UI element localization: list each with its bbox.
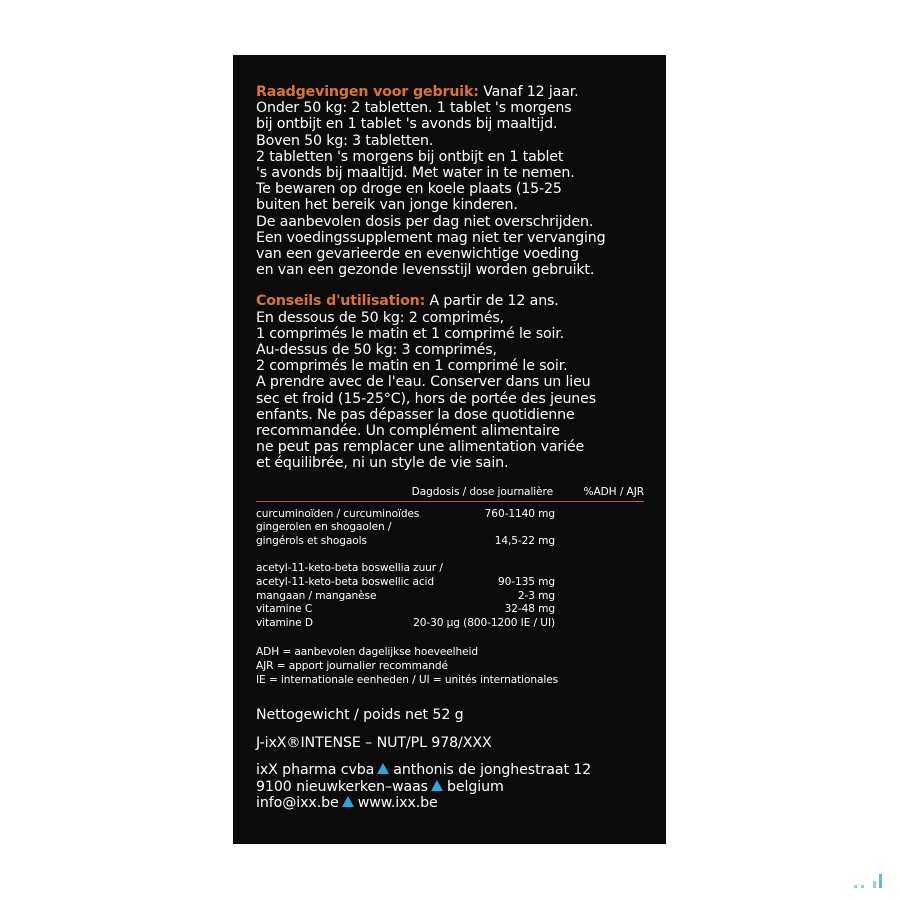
table-row <box>256 562 644 576</box>
dutch-usage-line: en van een gezonde levensstijl worden gebruikt. <box>256 262 595 279</box>
legend-line: AJR = apport journalier recommandé <box>256 660 448 673</box>
dutch-usage-line: van een gevarieerde en evenwichtige voeding <box>256 246 579 263</box>
abbreviation-legend <box>256 646 644 687</box>
dutch-usage-line: Onder 50 kg: 2 tabletten. 1 tablet 's morgens <box>256 100 572 117</box>
ingredient-name: curcuminoïden / curcuminoïdes <box>256 507 420 520</box>
ingredient-dose: 2-3 mg <box>517 589 555 602</box>
dutch-usage-heading: Raadgevingen voor gebruik: <box>256 84 479 100</box>
product-label-panel <box>233 55 666 844</box>
ingredient-name: gingérols et shogaols <box>256 534 367 547</box>
ingredient-name: acetyl-11-keto-beta boswellia zuur / <box>256 562 443 575</box>
dutch-usage-line: Een voedingssupplement mag niet ter vervanging <box>256 229 606 246</box>
french-usage-section <box>256 293 644 471</box>
ingredient-name: mangaan / manganèse <box>256 589 377 602</box>
ingredient-dose: 760-1140 mg <box>484 507 555 520</box>
dutch-usage-line: Boven 50 kg: 3 tabletten. <box>256 132 434 149</box>
nutrition-table-header <box>256 486 644 502</box>
address-line-2 <box>256 779 644 796</box>
table-row <box>256 617 644 631</box>
french-usage-line: Au-dessus de 50 kg: 3 comprimés, <box>256 342 497 359</box>
triangle-icon <box>377 763 389 774</box>
dutch-first-line <box>256 84 644 100</box>
daily-dose-column-header: Dagdosis / dose journalière <box>411 485 553 498</box>
dutch-usage-line: De aanbevolen dosis per dag niet overschrijden. <box>256 213 594 230</box>
ingredient-name: gingerolen en shogaolen / <box>256 521 392 534</box>
french-usage-line: En dessous de 50 kg: 2 comprimés, <box>256 309 504 326</box>
dutch-usage-line: 's avonds bij maaltijd. Met water in te nemen. <box>256 165 575 182</box>
table-row <box>256 508 644 522</box>
triangle-icon <box>342 796 354 807</box>
table-row <box>256 590 644 604</box>
french-usage-line: A prendre avec de l'eau. Conserver dans un lieu <box>256 374 591 391</box>
dutch-usage-line: buiten het bereik van jonge kinderen. <box>256 197 518 214</box>
dutch-usage-line: Te bewaren op droge en koele plaats (15-25 <box>256 181 562 198</box>
table-row <box>256 535 644 549</box>
french-age-text: A partir de 12 ans. <box>425 293 559 310</box>
dutch-usage-line: 2 tabletten 's morgens bij ontbijt en 1 tablet <box>256 148 564 165</box>
dutch-age-text: Vanaf 12 jaar. <box>478 84 579 100</box>
address-line-1 <box>256 762 644 779</box>
triangle-icon <box>431 780 443 791</box>
ingredient-dose: 14,5-22 mg <box>494 534 555 547</box>
table-row <box>256 576 644 590</box>
product-code: J-ixX®INTENSE – NUT/PL 978/XXX <box>256 734 492 751</box>
street-address: anthonis de jonghestraat 12 <box>393 762 592 779</box>
company-name: ixX pharma cvba <box>256 762 375 779</box>
french-usage-line: recommandée. Un complément alimentaire <box>256 423 560 440</box>
dutch-usage-section <box>256 84 644 278</box>
dutch-usage-line: bij ontbijt en 1 tablet 's avonds bij maaltijd. <box>256 116 558 133</box>
address-line-3 <box>256 795 644 812</box>
french-usage-heading: Conseils d'utilisation: <box>256 293 426 310</box>
table-row <box>256 521 644 535</box>
email: info@ixx.be <box>256 795 339 812</box>
legend-line: IE = internationale eenheden / UI = unités internationales <box>256 673 559 686</box>
ingredient-dose: 32-48 mg <box>504 603 555 616</box>
table-row <box>256 603 644 617</box>
watermark-logo-icon <box>853 873 893 891</box>
label-footer <box>256 707 644 812</box>
nutrition-table <box>256 486 644 631</box>
french-usage-line: ne peut pas remplacer une alimentation variée <box>256 439 585 456</box>
ingredient-dose: 90-135 mg <box>497 576 555 589</box>
net-weight: Nettogewicht / poids net 52 g <box>256 707 464 724</box>
french-usage-line: et équilibrée, ni un style de vie sain. <box>256 455 509 472</box>
french-usage-line: 1 comprimés le matin et 1 comprimé le soir. <box>256 325 565 342</box>
ingredient-name: vitamine D <box>256 616 313 629</box>
ingredient-name: vitamine C <box>256 603 313 616</box>
french-usage-line: enfants. Ne pas dépasser la dose quotidienne <box>256 406 575 423</box>
french-usage-line: sec et froid (15-25°C), hors de portée des jeunes <box>256 390 596 407</box>
french-usage-line: 2 comprimés le matin en 1 comprimé le soir. <box>256 358 568 375</box>
ingredient-dose: 20-30 µg (800-1200 IE / UI) <box>413 616 555 629</box>
city: 9100 nieuwkerken–waas <box>256 778 428 795</box>
ingredient-name: acetyl-11-keto-beta boswellic acid <box>256 576 435 589</box>
percent-rda-column-header: %ADH / AJR <box>583 485 644 498</box>
french-first-line <box>256 293 644 309</box>
website: www.ixx.be <box>357 795 438 812</box>
legend-line: ADH = aanbevolen dagelijkse hoeveelheid <box>256 646 479 659</box>
country: belgium <box>446 778 504 795</box>
